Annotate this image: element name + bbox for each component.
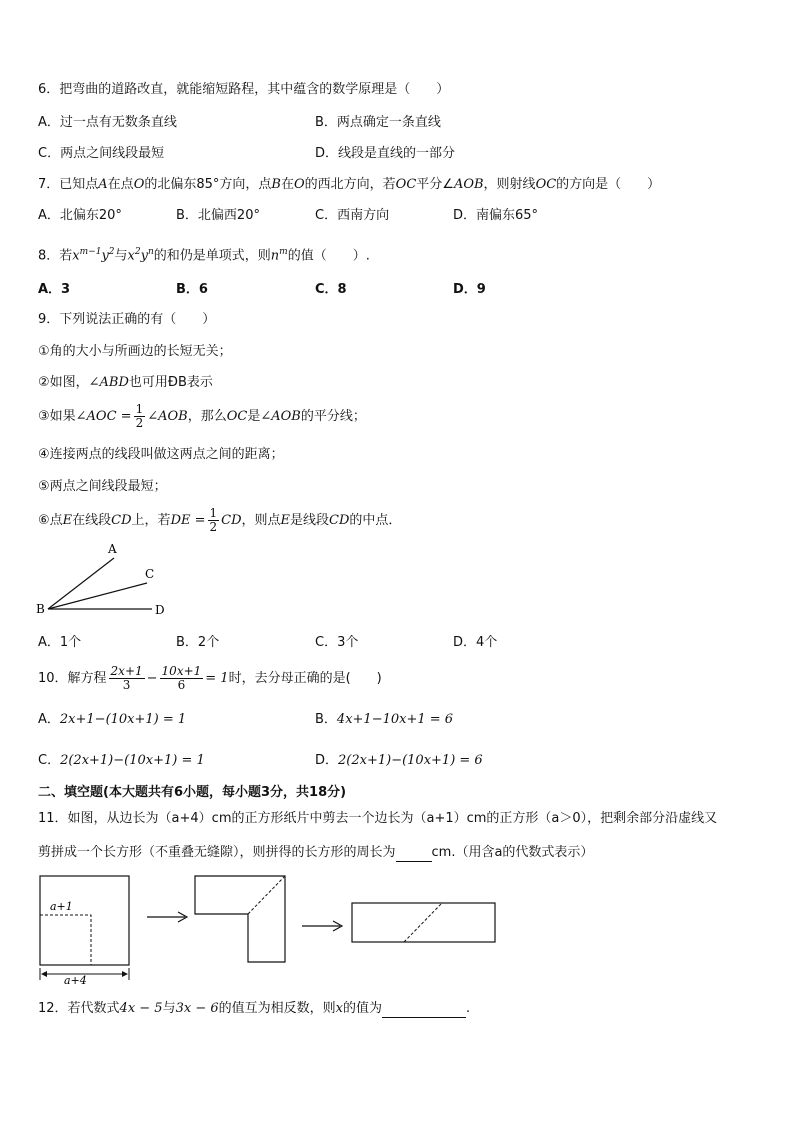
q9-text: ⑥点 [38,513,63,528]
q9-text: 的中点． [349,513,402,528]
q9-text: ③如果 [38,409,76,424]
big-square [40,876,129,965]
q10-option-c [38,752,205,770]
q10-frac-den: 3 [122,678,131,692]
q9-stem: 9．下列说法正确的有（ ） [38,312,216,327]
q8-sup: m [279,247,288,257]
q11-answer-blank [396,843,432,862]
label-a-plus-1: a+1 [50,900,73,913]
q10-math: = 1 [205,671,229,686]
q9-math: ∠AOB [260,409,301,424]
q10-stem [38,656,382,702]
q9-frac-num: 1 [135,402,144,416]
q9-frac-den: 2 [135,416,144,430]
q8-stem [38,243,370,265]
q8-text: 8．若 [38,248,73,264]
q8-sup: 2 [108,247,115,257]
q10-option-letter: A． [38,712,60,727]
q9-frac-num: 1 [209,506,218,520]
q6-option-d: D．线段是直线的一部分 [315,146,456,161]
q9-statement-4: ④连接两点的线段叫做这两点之间的距离； [38,447,284,462]
q10-math: − [146,671,158,686]
q12-answer-blank [382,999,466,1018]
q9-math: OC [226,409,248,424]
q8-text: 的和仍是单项式，则 [153,248,271,264]
q10-frac-den: 6 [177,678,186,692]
q7-option-a: A．北偏东20° [38,208,122,223]
q12-stem [38,999,470,1018]
q8-option-c: C．8 [315,282,347,297]
q8-option-a: A．3 [38,282,71,297]
q9-text: 也可用ÐB表示 [128,375,213,390]
q10-fraction-2 [160,665,204,692]
q10-fraction-1 [109,665,145,692]
q9-text: 上，若 [131,513,171,528]
q8-math: x [127,248,135,264]
q7-text: ，则射线 [483,177,536,192]
rectangle-cut-line [404,903,442,942]
q6-option-a: A．过一点有无数条直线 [38,115,177,130]
q12-math: x [335,1001,343,1016]
q9-math: CD [329,513,350,528]
q9-math: ∠AOB [147,409,188,424]
q7-math: OC [395,177,417,192]
q8-sup: 2 [134,247,141,257]
q7-math: AOB [453,177,484,192]
q9-option-b: B．2个 [176,635,220,650]
q9-statement-5: ⑤两点之间线段最短； [38,479,167,494]
q9-fraction [208,507,220,534]
q9-statement-2 [38,374,213,392]
q9-option-c: C．3个 [315,635,359,650]
q10-option-math: 4x+1−10x+1 = 6 [336,712,454,727]
label-b: B [36,602,45,616]
q11-figure [32,870,502,985]
q7-math: O [133,177,145,192]
label-d: D [155,603,165,617]
q12-text: 与 [162,1001,176,1016]
q6-option-b: B．两点确定一条直线 [315,115,441,130]
q7-text: 在 [280,177,294,192]
q8-option-d: D．9 [453,282,486,297]
q9-math: CD [111,513,132,528]
q7-text: 的方向是（ ） [556,177,661,192]
label-c: C [145,567,155,581]
q7-text: 的西北方向，若 [304,177,396,192]
q10-option-math: 2(2x+1)−(10x+1) = 1 [60,753,205,768]
q10-option-letter: C． [38,753,61,768]
q7-text: 平分∠ [416,177,454,192]
q10-option-a [38,711,186,729]
q10-option-math: 2x+1−(10x+1) = 1 [59,712,187,727]
q9-math: CD [221,513,242,528]
q9-statement-1: ①角的大小与所画边的长短无关； [38,344,232,359]
q6-stem: 6．把弯曲的道路改直，就能缩短路程，其中蕴含的数学原理是（ ） [38,82,450,97]
q8-sup: n [147,247,154,257]
q7-text: 在点 [107,177,134,192]
q9-text: 的平分线； [300,409,366,424]
q9-math: ∠ABD [88,375,129,390]
q7-math: A [98,177,108,192]
q10-option-d [315,752,483,770]
q9-text: 是 [247,409,261,424]
q9-text: 在线段 [72,513,112,528]
label-a-plus-4: a+4 [64,974,87,985]
q11-line-1: 11．如图，从边长为（a+4）cm的正方形纸片中剪去一个边长为（a+1）cm的正方形（a＞0），把剩余部分沿虚线又 [38,811,718,826]
q8-math: n [270,248,280,264]
q7-math: O [293,177,305,192]
l-shape [195,876,285,962]
q8-sup: m−1 [79,247,102,257]
q8-math: x [72,248,80,264]
q8-text: 的值（ ）. [287,248,370,264]
q8-text: 与 [114,248,128,264]
section-2-heading: 二、填空题(本大题共有6小题，每小题3分，共18分) [38,785,347,800]
q10-text: 10．解方程 [38,671,107,686]
q9-math: DE = [170,513,206,528]
q11-text: 剪拼成一个长方形（不重叠无缝隙），则拼得的长方形的周长为 [38,845,396,860]
q9-statement-6 [38,506,401,536]
q10-frac-num: 2x+1 [110,664,143,678]
q12-text: 的值为 [342,1001,382,1016]
q9-statement-3 [38,402,366,432]
q7-stem [38,176,660,194]
dim-arrow-right [122,971,128,977]
q9-fraction [134,403,146,430]
q7-math: B [271,177,281,192]
q12-math: 4x − 5 [119,1001,163,1016]
dim-arrow-left [41,971,47,977]
q12-text: 12．若代数式 [38,1001,120,1016]
q12-text: 的值互为相反数，则 [218,1001,336,1016]
q10-text: 时，去分母正确的是( ) [228,671,382,686]
q12-text: . [466,1001,471,1016]
q8-option-b: B．6 [176,282,208,297]
q9-option-d: D．4个 [453,635,498,650]
q6-option-c: C．两点之间线段最短 [38,146,165,161]
q7-text: 7．已知点 [38,177,99,192]
q9-angle-figure [32,540,172,620]
q10-option-b [315,711,453,729]
q10-option-letter: D． [315,753,339,768]
q7-math: OC [535,177,557,192]
q9-text: ②如图， [38,375,89,390]
q12-math: 3x − 6 [175,1001,219,1016]
q11-line-2 [38,843,593,862]
q9-frac-den: 2 [209,520,218,534]
ray-bc [48,583,147,609]
q7-option-d: D．南偏东65° [453,208,539,223]
q10-option-math: 2(2x+1)−(10x+1) = 6 [338,753,483,768]
l-shape-cut-line [248,876,285,914]
q7-text: 的北偏东85°方向，点 [144,177,272,192]
q9-math: E [62,513,73,528]
q10-option-letter: B． [315,712,337,727]
q10-frac-num: 10x+1 [161,664,202,678]
q9-math: ∠AOC = [75,409,132,424]
q7-option-c: C．西南方向 [315,208,390,223]
q9-option-a: A．1个 [38,635,82,650]
q11-text: cm.（用含a的代数式表示） [431,845,594,860]
q9-text: ，则点 [241,513,281,528]
q8-math: y [140,248,148,264]
label-a: A [108,542,117,556]
q9-math: E [280,513,291,528]
q7-option-b: B．北偏西20° [176,208,260,223]
ray-ba [48,558,114,609]
q8-math: y [101,248,109,264]
q9-text: ，那么 [187,409,227,424]
inner-square-dashed [40,915,91,965]
q9-text: 是线段 [290,513,330,528]
